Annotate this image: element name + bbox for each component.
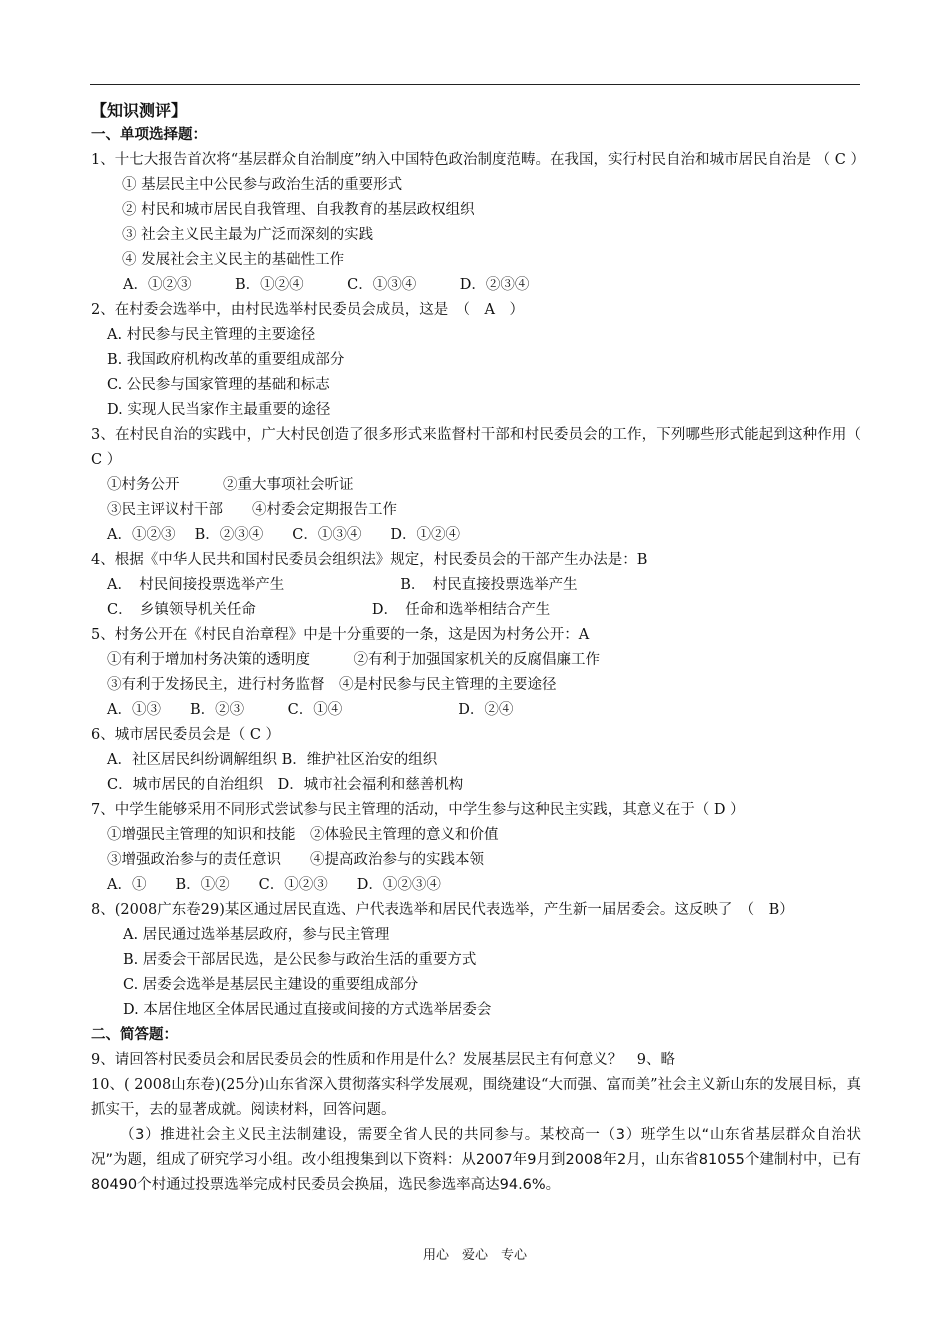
question-2: [91, 298, 861, 423]
answer-option: C． 乡镇领导机关任命 D． 任命和选举相结合产生: [107, 602, 551, 618]
answer-options: A．① B．①② C．①②③ D．①②③④: [107, 877, 441, 893]
question-stem: 3、在村民自治的实践中，广大村民创造了很多形式来监督村干部和村民委员会的工作，下列哪些形式能起到这种作用（ C ）: [91, 427, 861, 468]
statement-item: ①有利于增加村务决策的透明度 ②有利于加强国家机关的反腐倡廉工作: [107, 652, 600, 668]
answer-options: A．①②③ B．②③④ C．①③④ D．①②④: [107, 527, 460, 543]
question-stem: 8、(2008广东卷29)某区通过居民直选、户代表选举和居民代表选举，产生新一届居委会。这反映了 （ B）: [91, 902, 794, 918]
answer-options: A．①③ B．②③ C．①④ D．②④: [107, 702, 514, 718]
page-title: 【知识测评】: [91, 101, 188, 120]
answer-option: A． 村民间接投票选举产生 B． 村民直接投票选举产生: [107, 577, 578, 593]
answer-option: C. 公民参与国家管理的基础和标志: [107, 377, 330, 393]
section-heading-choice: 一、单项选择题：: [91, 127, 207, 143]
question-stem: 10、( 2008山东卷)(25分)山东省深入贯彻落实科学发展观，围绕建设“大而强、富而美”社会主义新山东的发展目标，真抓实干，去的显著成就。阅读材料，回答问题。: [91, 1077, 861, 1118]
statement-item: ④ 发展社会主义民主的基础性工作: [122, 252, 345, 268]
answer-option: A. 居民通过选举基层政府，参与民主管理: [123, 927, 390, 943]
statement-item: ③ 社会主义民主最为广泛而深刻的实践: [122, 227, 374, 243]
statement-item: ① 基层民主中公民参与政治生活的重要形式: [122, 177, 403, 193]
statement-item: ①增强民主管理的知识和技能 ②体验民主管理的意义和价值: [107, 827, 499, 843]
question-stem: 2、在村委会选举中，由村民选举村民委员会成员，这是 （ A ）: [91, 302, 524, 318]
answer-options: A．①②③ B．①②④ C．①③④ D．②③④: [123, 277, 530, 293]
answer-option: C. 居委会选举是基层民主建设的重要组成部分: [123, 977, 419, 993]
answer-option: A. 村民参与民主管理的主要途径: [107, 327, 316, 343]
section-heading-short-answer: 二、简答题：: [91, 1027, 178, 1043]
header-rule: [90, 84, 860, 85]
question-10: [91, 1073, 861, 1198]
statement-item: ③有利于发扬民主，进行村务监督 ④是村民参与民主管理的主要途径: [107, 677, 557, 693]
answer-option: D. 本居住地区全体居民通过直接或间接的方式选举居委会: [123, 1002, 492, 1018]
question-8: [91, 898, 861, 1023]
question-stem: 6、城市居民委员会是（ C ）: [91, 727, 281, 743]
answer-option: D. 实现人民当家作主最重要的途径: [107, 402, 331, 418]
question-5: [91, 623, 861, 723]
answer-option: A．社区居民纠纷调解组织 B．维护社区治安的组织: [107, 752, 438, 768]
question-stem: 5、村务公开在《村民自治章程》中是十分重要的一条，这是因为村务公开：A: [91, 627, 590, 643]
document-body: [91, 98, 865, 1198]
question-9: 9、请回答村民委员会和居民委员会的性质和作用是什么？发展基层民主有何意义？ 9、略: [91, 1052, 675, 1068]
answer-option: B. 我国政府机构改革的重要组成部分: [107, 352, 345, 368]
question-6: [91, 723, 861, 798]
statement-item: ③增强政治参与的责任意识 ④提高政治参与的实践本领: [107, 852, 484, 868]
question-stem: 1、十七大报告首次将“基层群众自治制度”纳入中国特色政治制度范畴。在我国，实行村民自治和城市居民自治是 （ C ）: [91, 152, 865, 168]
question-1: [91, 148, 865, 298]
question-3: [91, 423, 861, 548]
page-footer: 用心 爱心 专心: [422, 1248, 527, 1263]
answer-option: C．城市居民的自治组织 D．城市社会福利和慈善机构: [107, 777, 464, 793]
question-7: [91, 798, 861, 898]
question-4: [91, 548, 861, 623]
question-stem: 7、中学生能够采用不同形式尝试参与民主管理的活动，中学生参与这种民主实践，其意义在于（ D ）: [91, 802, 745, 818]
answer-option: B. 居委会干部居民选，是公民参与政治生活的重要方式: [123, 952, 477, 968]
question-material: （3）推进社会主义民主法制建设，需要全省人民的共同参与。某校高一（3）班学生以“山东省基层群众自治状况”为题，组成了研究学习小组。改小组搜集到以下资料：从2007年9月到2008年2月，山东省81055个建制村中，已有80490个村通过投票选举完成村民委员会换届，选民参选率高达94.6%。: [91, 1127, 861, 1193]
statement-item: ② 村民和城市居民自我管理、自我教育的基层政权组织: [122, 202, 475, 218]
question-stem: 4、根据《中华人民共和国村民委员会组织法》规定，村民委员会的干部产生办法是：B: [91, 552, 648, 568]
statement-item: ③民主评议村干部 ④村委会定期报告工作: [107, 502, 397, 518]
statement-item: ①村务公开 ②重大事项社会听证: [107, 477, 354, 493]
